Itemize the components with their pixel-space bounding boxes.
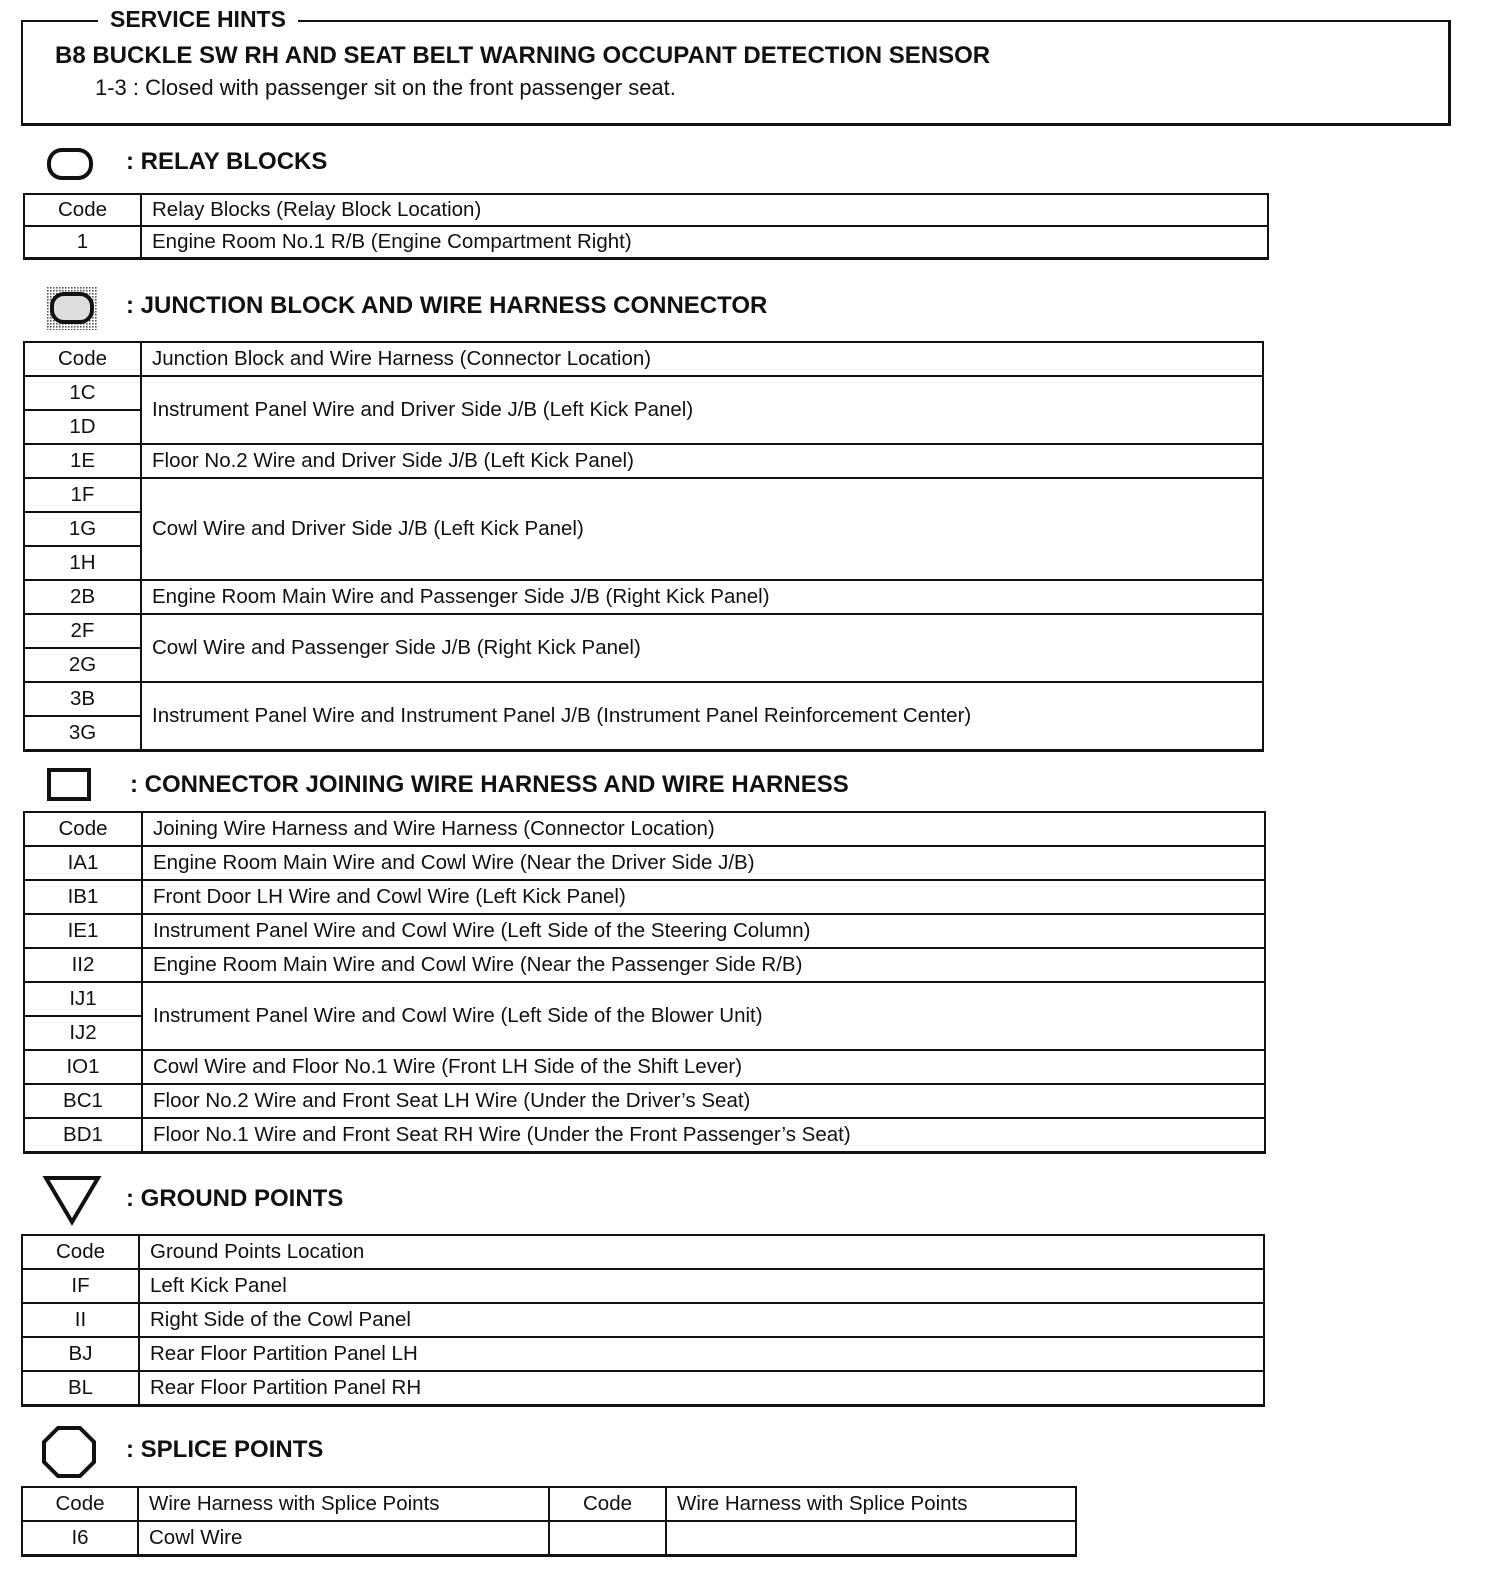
desc-header: Ground Points Location <box>139 1235 1264 1269</box>
table-row <box>24 226 1268 258</box>
code-cell: IE1 <box>24 914 142 948</box>
service-hints-box <box>21 20 1451 126</box>
table-header-row <box>24 342 1263 376</box>
desc-cell: Cowl Wire and Floor No.1 Wire (Front LH Side of the Shift Lever) <box>142 1050 1265 1084</box>
code-cell: II <box>22 1303 139 1337</box>
relay-block-icon <box>46 146 94 182</box>
ground-table <box>21 1234 1265 1407</box>
junction-title: : JUNCTION BLOCK AND WIRE HARNESS CONNECTOR <box>126 292 768 319</box>
code-header: Code <box>24 342 141 376</box>
desc-cell: Cowl Wire <box>138 1521 549 1555</box>
desc-cell: Rear Floor Partition Panel LH <box>139 1337 1264 1371</box>
table-row <box>24 880 1265 914</box>
table-row <box>24 982 1265 1016</box>
code-cell: I6 <box>22 1521 138 1555</box>
desc-cell: Instrument Panel Wire and Driver Side J/B (Left Kick Panel) <box>141 376 1263 444</box>
ground-point-icon <box>42 1174 102 1226</box>
code-header: Code <box>549 1487 666 1521</box>
code-cell <box>549 1521 666 1555</box>
table-row <box>24 444 1263 478</box>
desc-cell: Cowl Wire and Driver Side J/B (Left Kick Panel) <box>141 478 1263 580</box>
table-row <box>24 580 1263 614</box>
desc-cell: Floor No.1 Wire and Front Seat RH Wire (Under the Front Passenger’s Seat) <box>142 1118 1265 1152</box>
code-cell: BD1 <box>24 1118 142 1152</box>
code-header: Code <box>24 812 142 846</box>
desc-cell: Cowl Wire and Passenger Side J/B (Right Kick Panel) <box>141 614 1263 682</box>
table-row <box>22 1371 1264 1405</box>
junction-table <box>23 341 1264 752</box>
table-row <box>24 478 1263 512</box>
desc-cell: Engine Room Main Wire and Cowl Wire (Near the Driver Side J/B) <box>142 846 1265 880</box>
code-cell: IO1 <box>24 1050 142 1084</box>
desc-header: Junction Block and Wire Harness (Connector Location) <box>141 342 1263 376</box>
code-header: Code <box>22 1487 138 1521</box>
code-cell: II2 <box>24 948 142 982</box>
code-cell: 2F <box>24 614 141 648</box>
table-header-row <box>22 1487 1076 1521</box>
table-row <box>24 614 1263 648</box>
desc-header: Joining Wire Harness and Wire Harness (Connector Location) <box>142 812 1265 846</box>
table-row <box>24 846 1265 880</box>
service-hints-line: 1-3 : Closed with passenger sit on the front passenger seat. <box>95 75 676 100</box>
relay-blocks-title: : RELAY BLOCKS <box>126 148 328 175</box>
code-cell: IF <box>22 1269 139 1303</box>
desc-header: Wire Harness with Splice Points <box>138 1487 549 1521</box>
desc-cell: Right Side of the Cowl Panel <box>139 1303 1264 1337</box>
desc-cell: Engine Room No.1 R/B (Engine Compartment Right) <box>141 226 1268 258</box>
code-header: Code <box>22 1235 139 1269</box>
code-cell: IB1 <box>24 880 142 914</box>
code-cell: 3B <box>24 682 141 716</box>
desc-cell: Floor No.2 Wire and Driver Side J/B (Left Kick Panel) <box>141 444 1263 478</box>
splice-table <box>21 1486 1077 1557</box>
code-cell: IJ2 <box>24 1016 142 1050</box>
table-header-row <box>24 194 1268 226</box>
service-hints-title: SERVICE HINTS <box>98 6 298 33</box>
table-row <box>24 914 1265 948</box>
ground-title: : GROUND POINTS <box>126 1185 344 1212</box>
code-cell: IA1 <box>24 846 142 880</box>
junction-block-icon <box>44 284 100 332</box>
code-cell: 2B <box>24 580 141 614</box>
desc-cell: Instrument Panel Wire and Cowl Wire (Left Side of the Steering Column) <box>142 914 1265 948</box>
table-header-row <box>22 1235 1264 1269</box>
table-row <box>24 948 1265 982</box>
desc-header: Wire Harness with Splice Points <box>666 1487 1076 1521</box>
table-row <box>24 1050 1265 1084</box>
splice-title: : SPLICE POINTS <box>126 1436 324 1463</box>
code-cell: BJ <box>22 1337 139 1371</box>
code-cell: 1 <box>24 226 141 258</box>
code-cell: BC1 <box>24 1084 142 1118</box>
desc-cell: Engine Room Main Wire and Passenger Side J/B (Right Kick Panel) <box>141 580 1263 614</box>
table-row <box>24 1084 1265 1118</box>
table-row <box>22 1337 1264 1371</box>
code-cell: 3G <box>24 716 141 750</box>
relay-blocks-table <box>23 193 1269 260</box>
code-cell: 1G <box>24 512 141 546</box>
desc-cell: Engine Room Main Wire and Cowl Wire (Near the Passenger Side R/B) <box>142 948 1265 982</box>
code-cell: 1E <box>24 444 141 478</box>
desc-cell <box>666 1521 1076 1555</box>
desc-cell: Instrument Panel Wire and Instrument Panel J/B (Instrument Panel Reinforcement Center) <box>141 682 1263 750</box>
table-row <box>22 1521 1076 1555</box>
code-cell: 1D <box>24 410 141 444</box>
code-cell: 1F <box>24 478 141 512</box>
code-cell: 2G <box>24 648 141 682</box>
desc-cell: Rear Floor Partition Panel RH <box>139 1371 1264 1405</box>
code-cell: IJ1 <box>24 982 142 1016</box>
table-row <box>24 1118 1265 1152</box>
table-header-row <box>24 812 1265 846</box>
code-cell: BL <box>22 1371 139 1405</box>
service-hints-heading: B8 BUCKLE SW RH AND SEAT BELT WARNING OCCUPANT DETECTION SENSOR <box>55 42 991 69</box>
table-row <box>24 376 1263 410</box>
table-row <box>22 1269 1264 1303</box>
connector-title: : CONNECTOR JOINING WIRE HARNESS AND WIRE HARNESS <box>130 771 849 798</box>
desc-cell: Instrument Panel Wire and Cowl Wire (Left Side of the Blower Unit) <box>142 982 1265 1050</box>
desc-cell: Floor No.2 Wire and Front Seat LH Wire (Under the Driver’s Seat) <box>142 1084 1265 1118</box>
connector-table <box>23 811 1266 1154</box>
connector-icon <box>46 767 94 803</box>
splice-point-icon <box>40 1424 98 1480</box>
code-cell: 1H <box>24 546 141 580</box>
desc-header: Relay Blocks (Relay Block Location) <box>141 194 1268 226</box>
table-row <box>24 682 1263 716</box>
desc-cell: Left Kick Panel <box>139 1269 1264 1303</box>
table-row <box>22 1303 1264 1337</box>
desc-cell: Front Door LH Wire and Cowl Wire (Left Kick Panel) <box>142 880 1265 914</box>
code-header: Code <box>24 194 141 226</box>
code-cell: 1C <box>24 376 141 410</box>
